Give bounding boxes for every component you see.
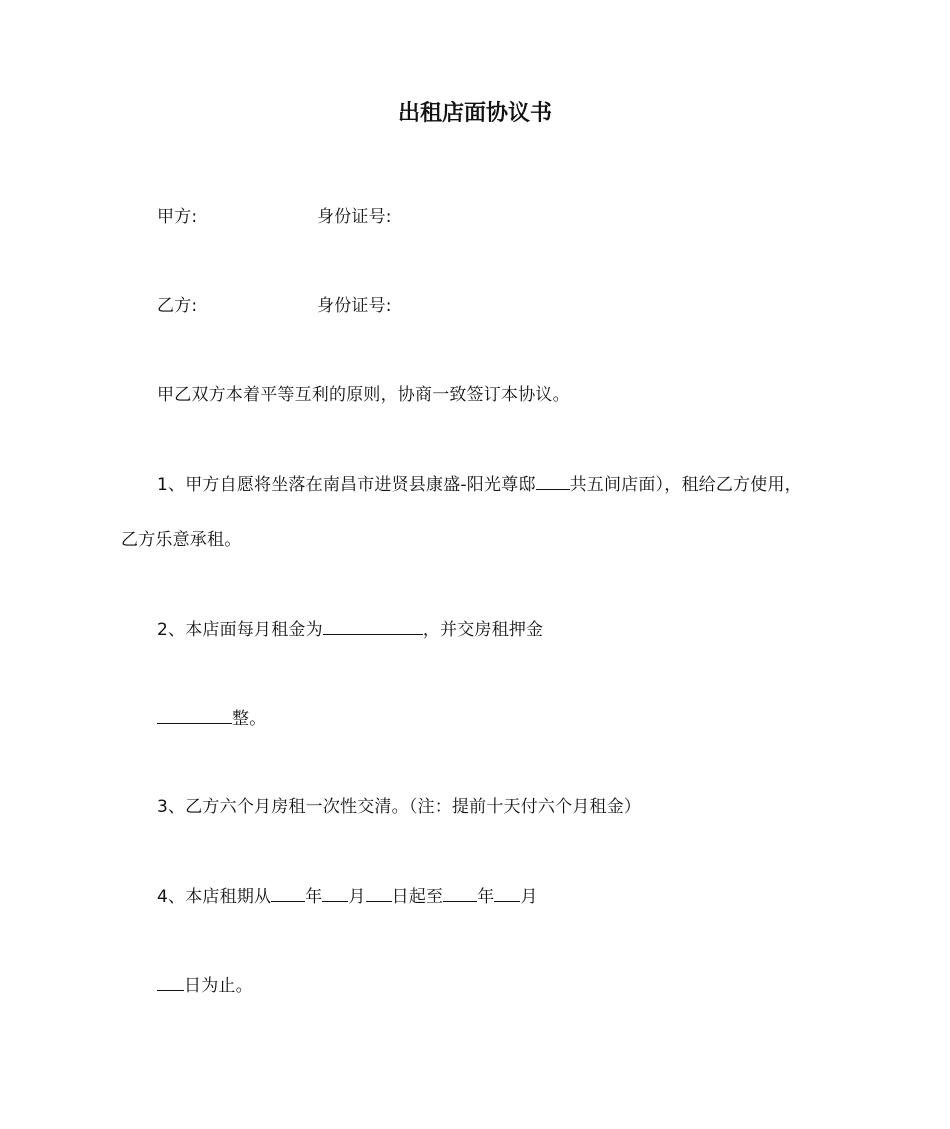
clause-4-month-1: 月	[348, 887, 366, 907]
clause-1-text-a: 1、甲方自愿将坐落在南昌市进贤县康盛-阳光尊邸	[157, 475, 536, 495]
clause-2	[157, 618, 543, 641]
intro-paragraph: 甲乙双方本着平等互利的原则，协商一致签订本协议。	[157, 385, 570, 405]
clause-2-text-b: ，并交房租押金	[422, 620, 544, 640]
clause-3: 3、乙方六个月房租一次性交清。（注：提前十天付六个月租金）	[157, 797, 642, 817]
blank-field	[366, 885, 392, 902]
clause-4-continuation	[157, 974, 253, 997]
clause-4-year-1: 年	[305, 887, 323, 907]
party-a-label: 甲方:	[157, 207, 198, 227]
party-b-label: 乙方:	[157, 296, 198, 316]
clause-1	[157, 473, 802, 496]
party-a-id-label: 身份证号:	[317, 207, 392, 227]
clause-4-year-2: 年	[477, 887, 495, 907]
blank-field	[494, 885, 520, 902]
blank-field	[157, 707, 232, 724]
clause-4-text-b: 日为止。	[184, 976, 253, 996]
clause-4-day-1: 日起至	[391, 887, 444, 907]
blank-field	[443, 885, 477, 902]
document-title: 出租店面协议书	[397, 101, 552, 126]
blank-field	[536, 473, 570, 490]
clause-2-continuation	[157, 707, 266, 730]
blank-field	[157, 974, 184, 991]
clause-1-continuation: 乙方乐意承租。	[121, 530, 242, 550]
clause-4-text-a: 4、本店租期从	[157, 887, 272, 907]
clause-4-month-2: 月	[520, 887, 538, 907]
clause-2-text-a: 2、本店面每月租金为	[157, 620, 323, 640]
blank-field	[322, 885, 348, 902]
clause-4	[157, 885, 538, 908]
blank-field	[323, 618, 423, 635]
clause-2-text-c: 整。	[232, 709, 267, 729]
clause-1-text-b: 共五间店面），租给乙方使用，	[569, 475, 802, 495]
party-b-id-label: 身份证号:	[317, 296, 392, 316]
blank-field	[271, 885, 305, 902]
